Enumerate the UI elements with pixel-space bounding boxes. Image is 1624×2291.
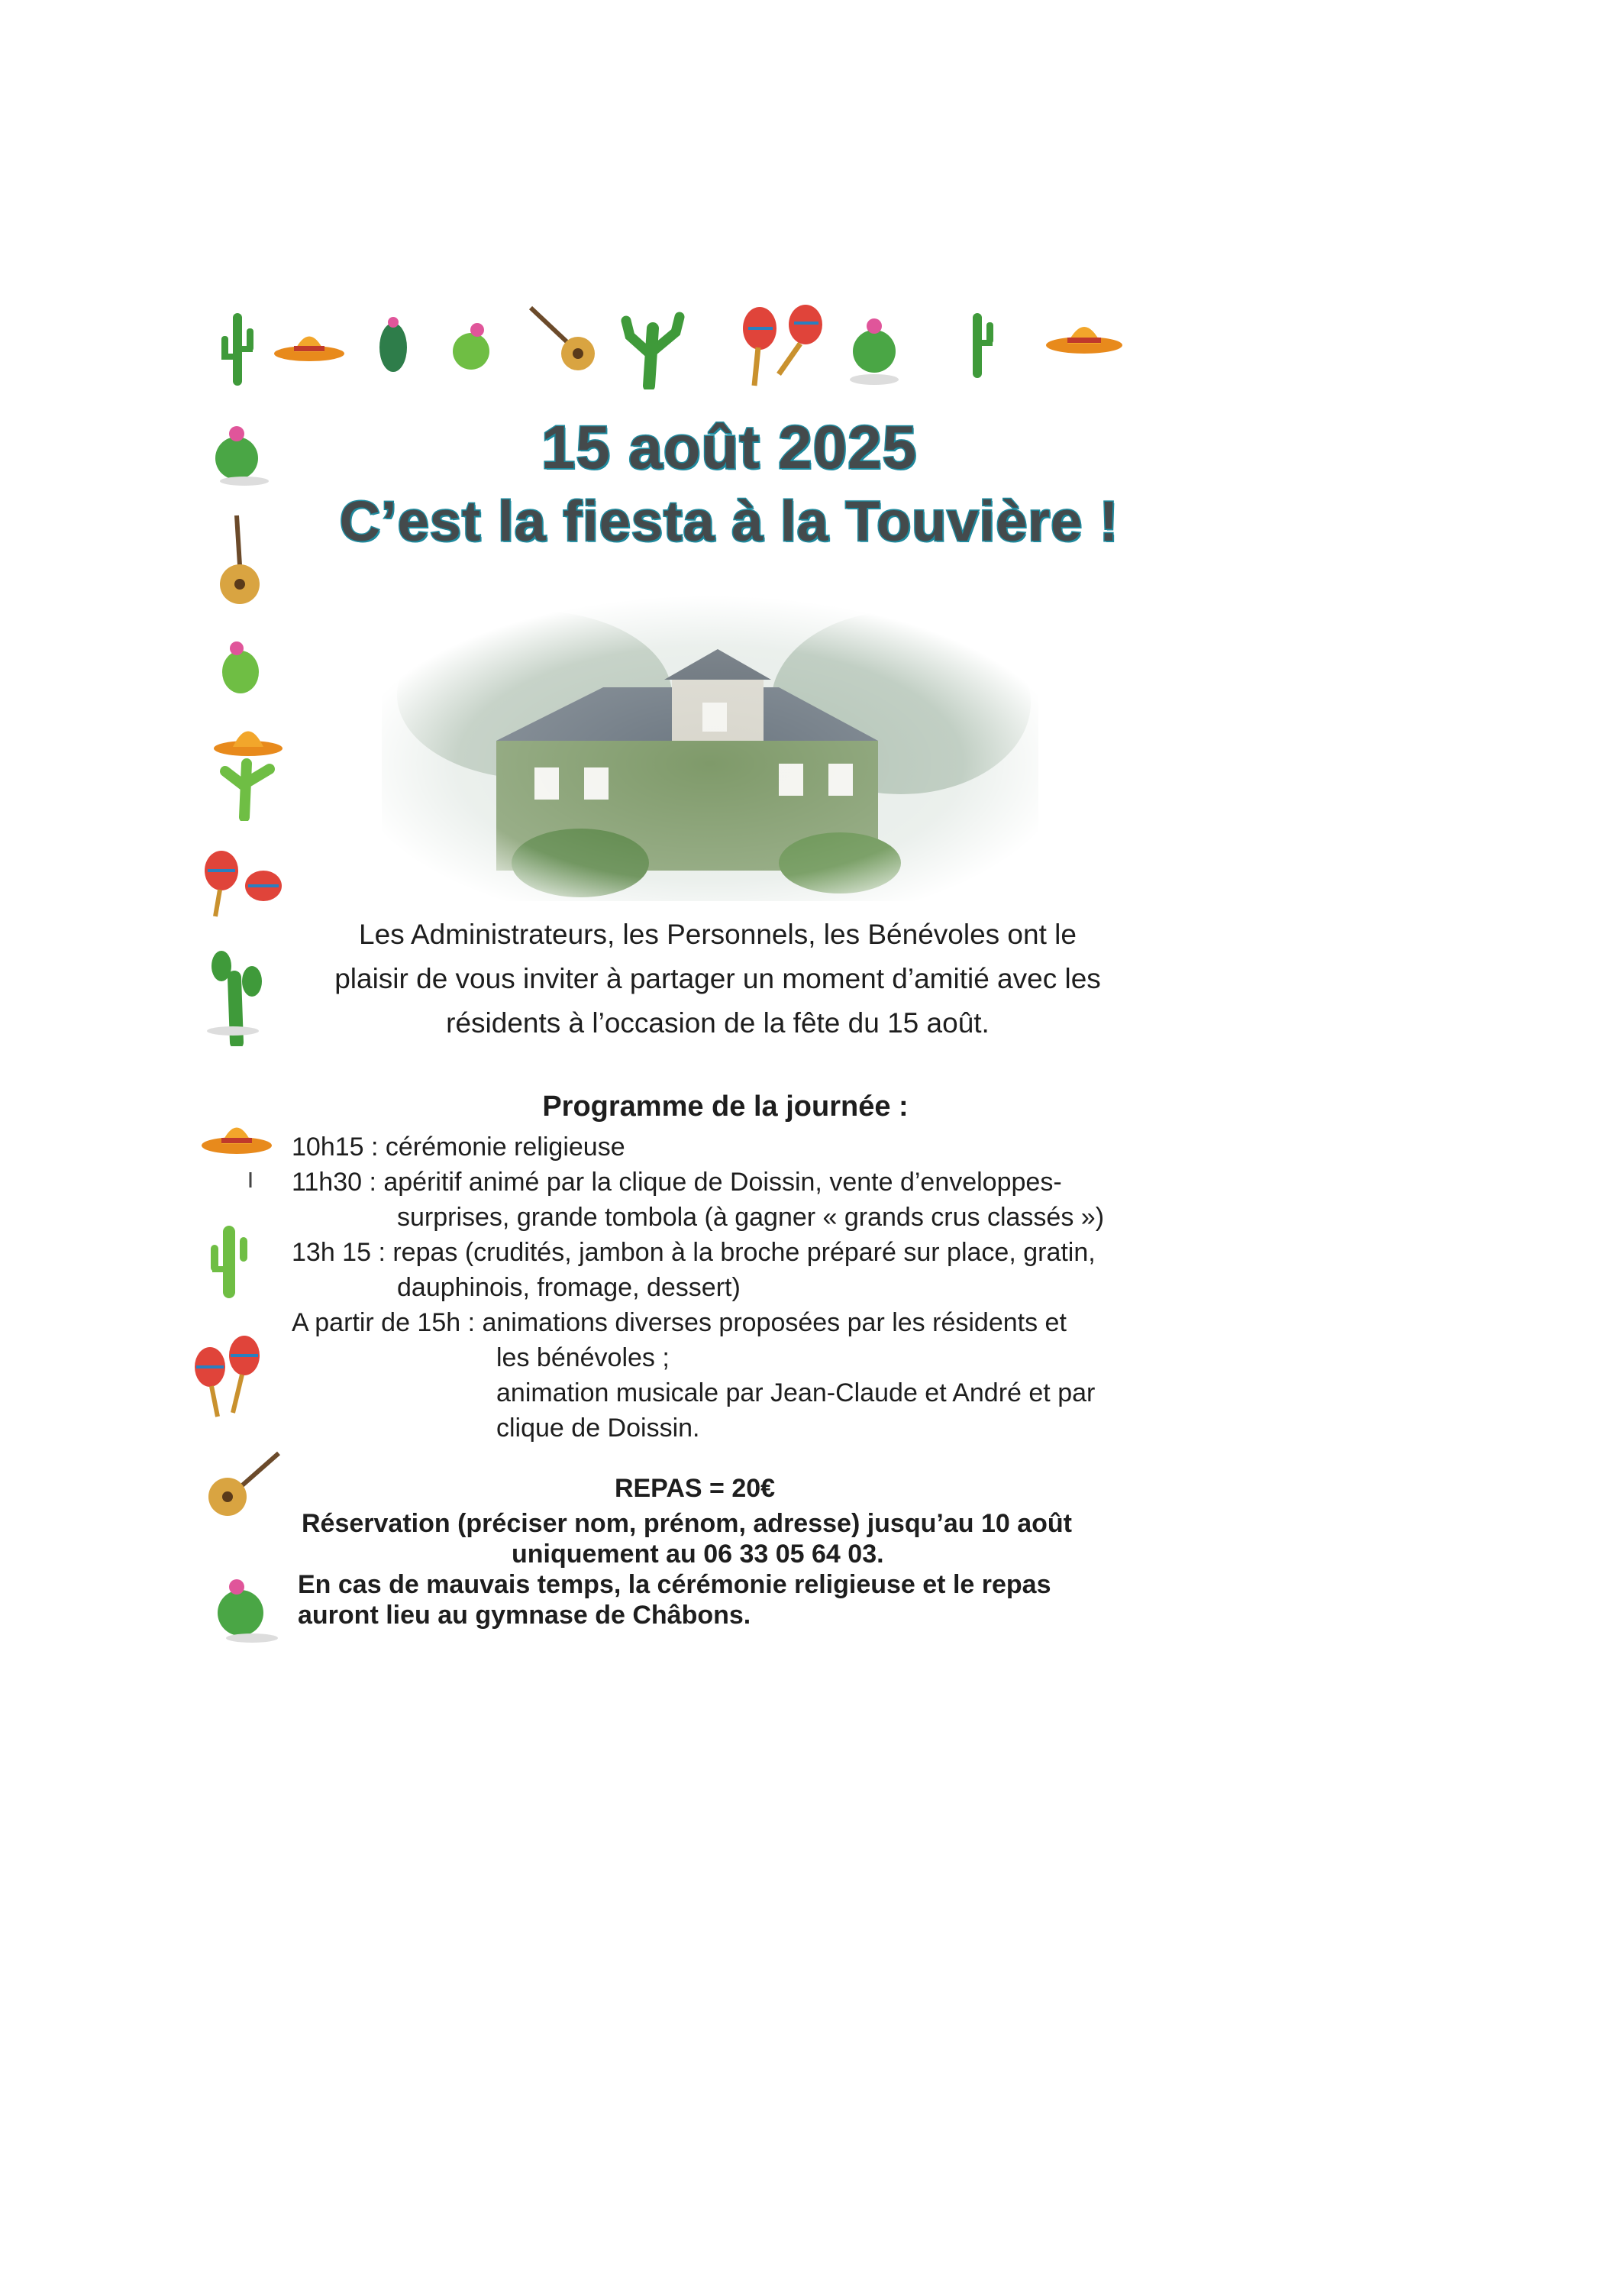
cactus-icon (844, 309, 905, 389)
page-title-date: 15 août 2025 (541, 413, 918, 481)
program-line: clique de Doissin. (496, 1414, 700, 1443)
sombrero-icon (271, 317, 347, 370)
sombrero-icon (1042, 305, 1126, 363)
program-line: surprises, grande tombola (à gagner « grands crus classés ») (397, 1203, 1105, 1232)
cactus-icon (206, 1214, 252, 1302)
program-line: 10h15 : cérémonie religieuse (292, 1133, 625, 1162)
cactus-icon (214, 638, 267, 699)
building-photo (382, 596, 1038, 901)
maracas-icon (733, 302, 832, 389)
program-line: dauphinois, fromage, dessert) (397, 1273, 741, 1302)
program-heading: Programme de la journée : (542, 1091, 909, 1123)
reservation-phone: uniquement au 06 33 05 64 03. (512, 1540, 884, 1569)
sombrero-icon (199, 1107, 275, 1191)
cactus-icon (218, 309, 256, 393)
intro-line: résidents à l’occasion de la fête du 15 août. (446, 1007, 990, 1039)
guitar-icon (523, 302, 607, 378)
maracas-icon (187, 1329, 271, 1420)
cactus-icon (206, 1573, 283, 1646)
page-title-headline: C’est la fiesta à la Touvière ! (339, 490, 1119, 553)
cactus-icon (447, 313, 500, 374)
cactus-icon (615, 305, 691, 389)
program-line: 13h 15 : repas (crudités, jambon à la broche préparé sur place, gratin, (292, 1238, 1096, 1267)
sombrero-icon (210, 714, 286, 821)
cactus-icon (954, 305, 1000, 382)
program-line: animation musicale par Jean-Claude et André et par (496, 1378, 1096, 1407)
cactus-icon (374, 313, 412, 374)
intro-line: Les Administrateurs, les Personnels, les Bénévoles ont le (359, 919, 1077, 950)
program-line: les bénévoles ; (496, 1343, 670, 1372)
guitar-icon (199, 1447, 286, 1520)
maracas-icon (199, 844, 290, 920)
intro-line: plaisir de vous inviter à partager un moment d’amitié avec les (334, 963, 1101, 994)
weather-notice: En cas de mauvais temps, la cérémonie religieuse et le repas (298, 1570, 1051, 1599)
program-line: A partir de 15h : animations diverses proposées par les résidents et (292, 1308, 1067, 1337)
reservation-line: Réservation (préciser nom, prénom, adresse) jusqu’au 10 août (302, 1509, 1072, 1538)
program-line: 11h30 : apéritif animé par la clique de Doissin, vente d’enveloppes- (292, 1168, 1062, 1197)
weather-notice: auront lieu au gymnase de Châbons. (298, 1601, 751, 1630)
meal-price: REPAS = 20€ (614, 1474, 776, 1503)
intro-paragraph (260, 913, 1176, 1045)
